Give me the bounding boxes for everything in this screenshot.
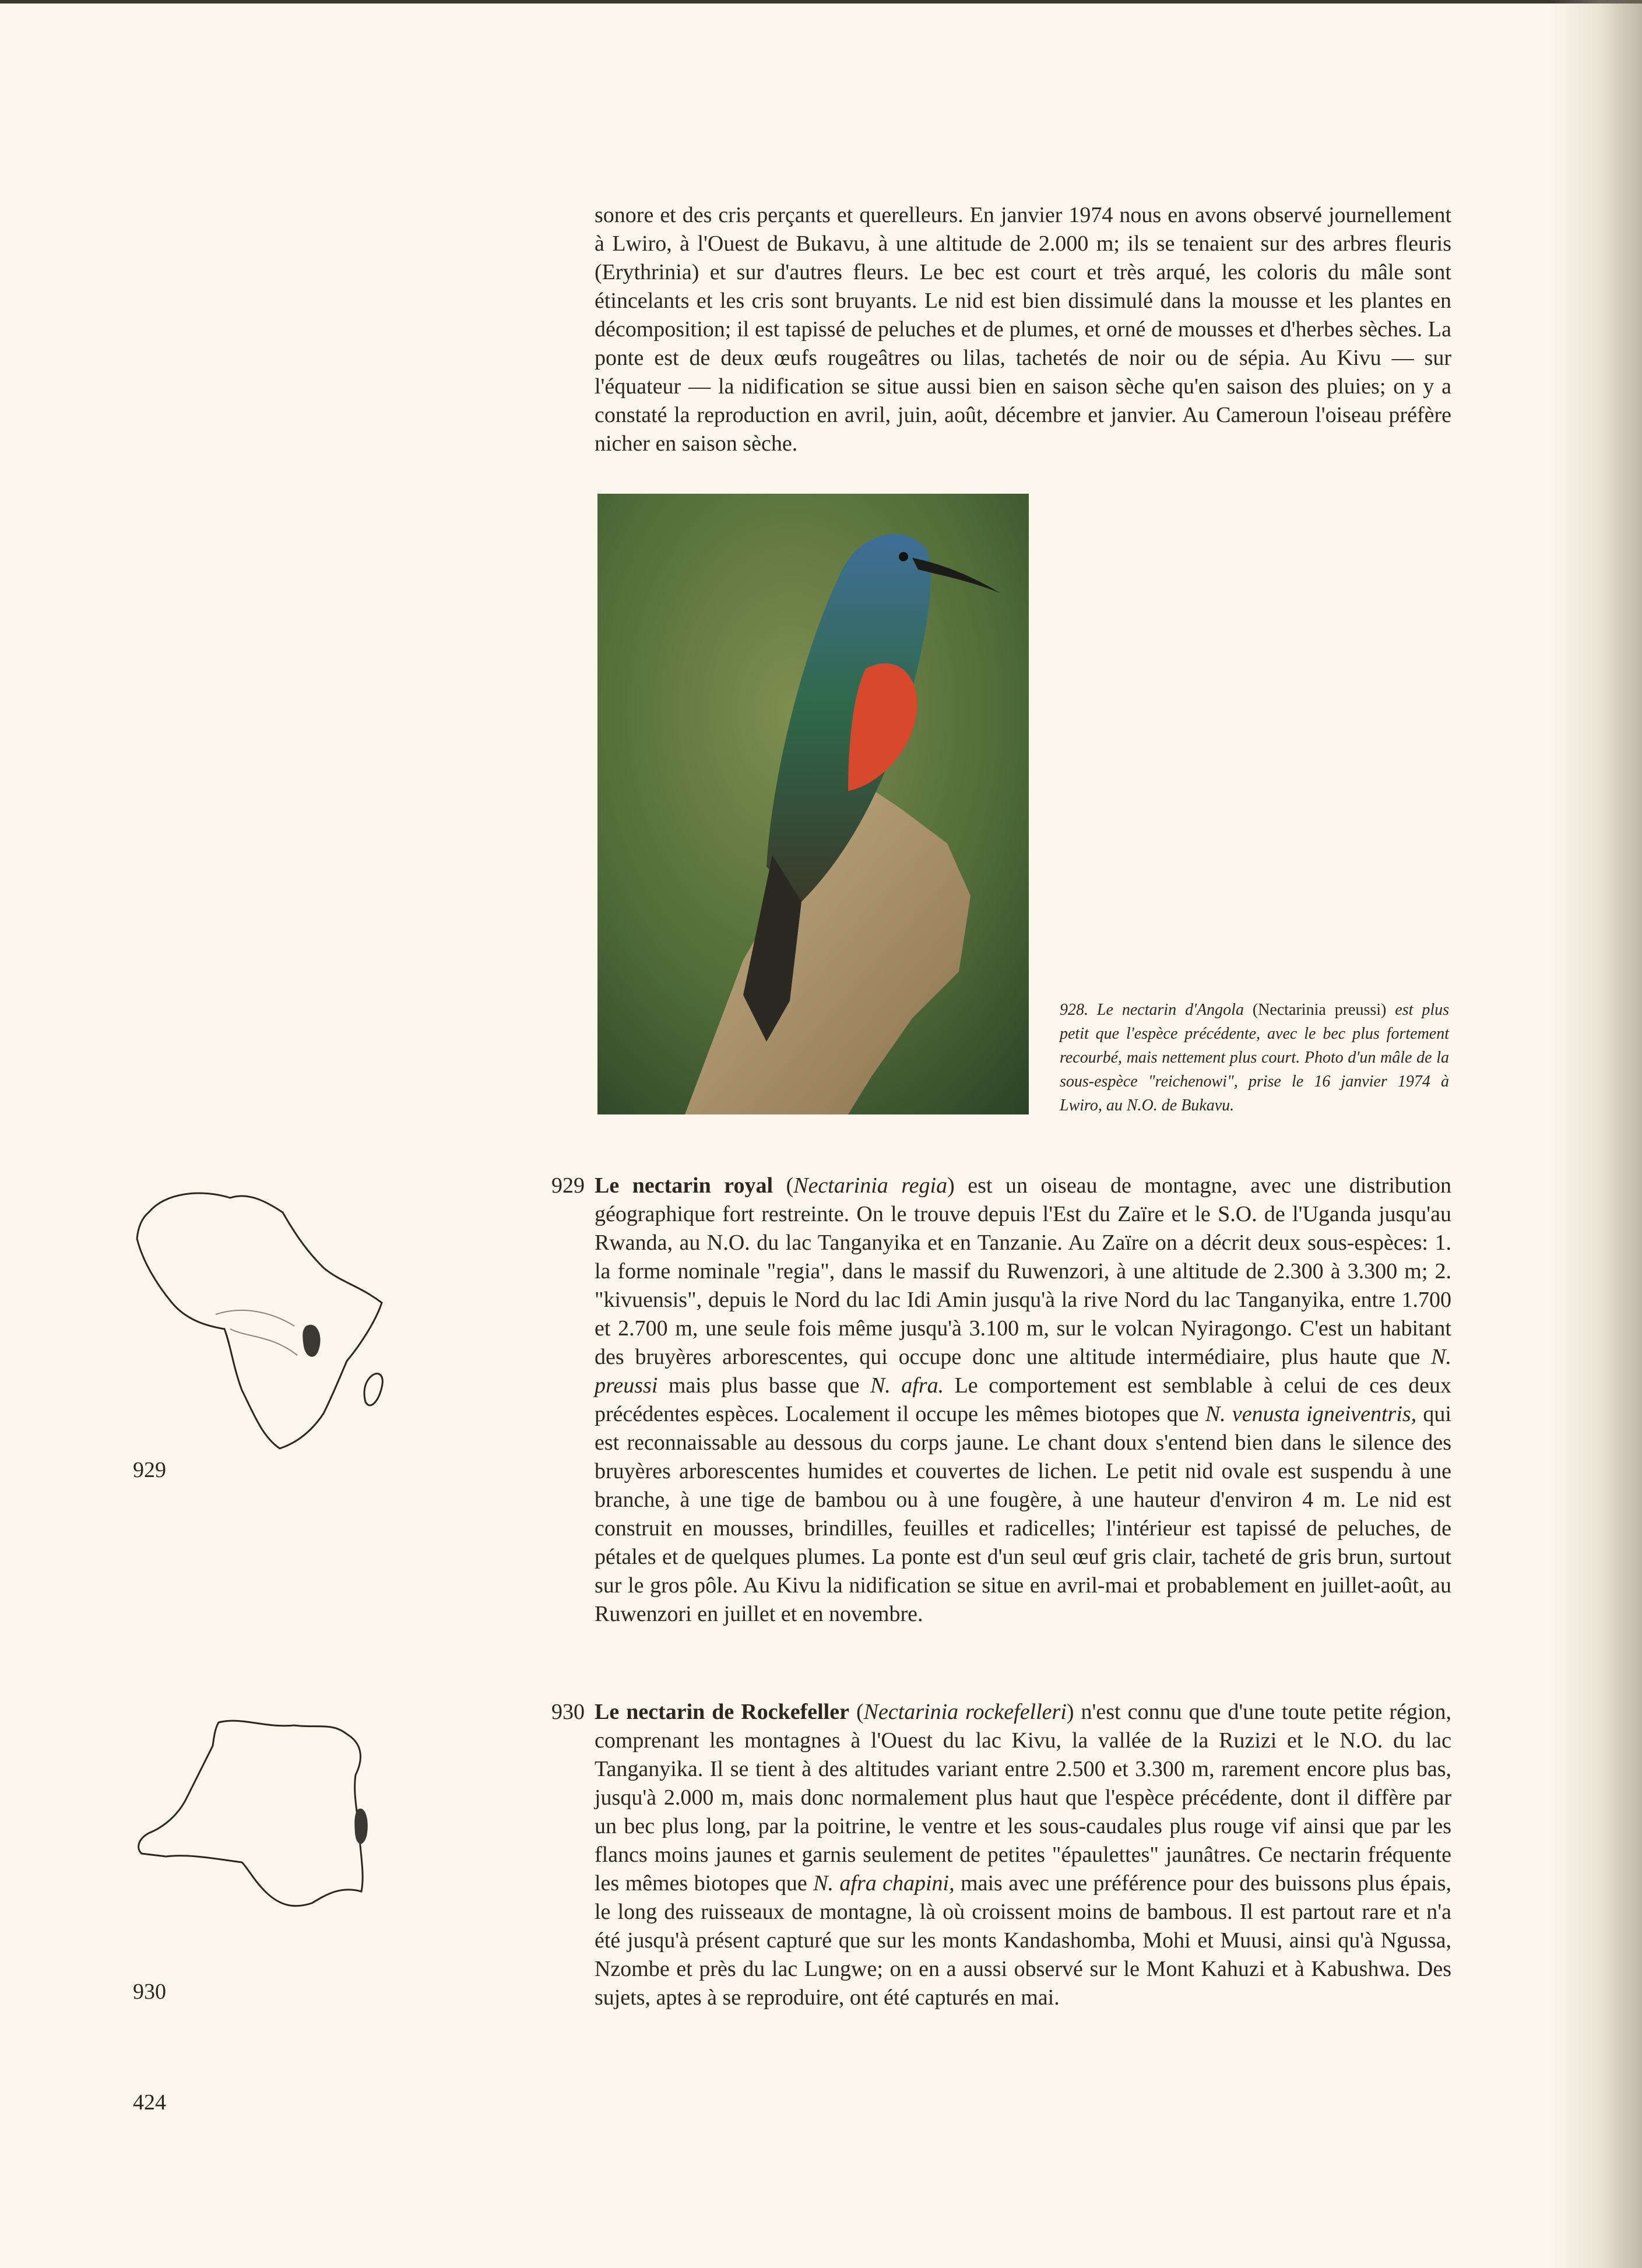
- text-run: N. preussi: [595, 1345, 1451, 1398]
- zaire-distribution-map: [131, 1717, 405, 1926]
- entry-number-929: 929: [551, 1173, 585, 1198]
- entry-930-paragraph: [595, 1698, 1451, 2012]
- map-label-930: 930: [133, 1979, 166, 2004]
- entry-929-text: [595, 1172, 1451, 1629]
- entry-930-text: [595, 1698, 1451, 2012]
- text-run: N. afra.: [870, 1373, 944, 1398]
- sunbird-photo: [597, 494, 1029, 1114]
- text-run: Nectarinia regia: [793, 1173, 948, 1198]
- intro-paragraph-text: [595, 201, 1451, 458]
- text-run: mais plus basse que: [657, 1373, 870, 1398]
- sunbird-illustration: [597, 494, 1029, 1114]
- intro-paragraph: [595, 201, 1451, 458]
- entry-929-paragraph: [595, 1172, 1451, 1629]
- page-top-edge: [0, 0, 1642, 3]
- text-run: Le nectarin royal: [595, 1173, 773, 1198]
- text-run: (: [773, 1173, 794, 1198]
- text-run: Le nectarin de Rockefeller: [595, 1700, 849, 1724]
- text-run: (Nectarinia preussi): [1252, 1001, 1387, 1019]
- text-run: ) n'est connu que d'une toute petite région, comprenant les montagnes à l'Ouest du lac Kivu, la vallée de la Ruzizi et le N.O. du lac Tanganyika. Il se tient à des altitudes variant entre 2.500 et 3.300 m, rarement encore plus bas, jusqu'à 2.000 m, mais donc normalement plus haut que l'espèce précédente, dont il diffère par un bec plus long, par la poitrine, le ventre et les sous-caudales plus rouge vif ainsi que par les flancs moins jaunes et garnis seulement de petites "épaulettes" jaunâtres. Ce nectarin fréquente les mêmes biotopes que: [595, 1700, 1451, 1896]
- text-run: est plus petit que l'espèce précédente, avec le bec plus fortement recourbé, mais nettement plus court. Photo d'un mâle de la sous-espèce "reichenowi", prise le 16 janvier 1974 à Lwiro, au N.O. de Bukavu.: [1060, 1001, 1449, 1114]
- map-label-929: 929: [133, 1458, 166, 1482]
- text-run: Le comportement est semblable à celui de ces deux précédentes espèces. Localement il occupe les mêmes biotopes que: [595, 1373, 1451, 1426]
- text-run: N. afra chapini,: [813, 1871, 955, 1896]
- text-run: sonore et des cris perçants et querelleurs. En janvier 1974 nous en avons observé journellement à Lwiro, à l'Ouest de Bukavu, à une altitude de 2.000 m; ils se tenaient sur des arbres fleuris (Erythrinia) et sur d'autres fleurs. Le bec est court et très arqué, les coloris du mâle sont étincelants et les cris sont bruyants. Le nid est bien dissimulé dans la mousse et les plantes en décomposition; il est tapissé de peluches et de plumes, et orné de mousses et d'herbes sèches. La ponte est de deux œufs rougeâtres ou lilas, tachetés de noir ou de sépia. Au Kivu — sur l'équateur — la nidification se situe aussi bien en saison sèche qu'en saison des pluies; on y a constaté la reproduction en avril, juin, août, décembre et janvier. Au Cameroun l'oiseau préfère nicher en saison sèche.: [595, 203, 1451, 456]
- caption-text: [1060, 1001, 1449, 1114]
- page-gutter-shadow: [1549, 0, 1642, 2268]
- page-number: 424: [133, 2090, 166, 2115]
- africa-distribution-map: [131, 1180, 405, 1454]
- text-run: 928. Le nectarin d'Angola: [1060, 1001, 1253, 1019]
- photo-caption: [1060, 998, 1449, 1117]
- text-run: qui est reconnaissable au dessous du corps jaune. Le chant doux s'entend bien dans le silence des bruyères arborescentes humides et couvertes de lichen. Le petit nid ovale est suspendu à une branche, à une tige de bambou ou à une fougère, à une hauteur d'environ 4 m. Le nid est construit en mousses, brindilles, feuilles et radicelles; l'intérieur est tapissé de peluches, de pétales et de quelques plumes. La ponte est d'un seul œuf gris clair, tacheté de gris brun, surtout sur le gros pôle. Au Kivu la nidification se situe en avril-mai et probablement en juillet-août, au Ruwenzori en juillet et en novembre.: [595, 1402, 1451, 1626]
- text-run: N. venusta igneiventris,: [1205, 1402, 1417, 1426]
- text-run: mais avec une préférence pour des buissons plus épais, le long des ruisseaux de montagne, là où croissent moins de bambous. Il est partout rare et n'a été jusqu'à présent capturé que sur les monts Kandashomba, Mohi et Muusi, ainsi qu'à Ngussa, Nzombe et près du lac Lungwe; on en a aussi observé sur le Mont Kahuzi et à Kabushwa. Des sujets, aptes à se reproduire, ont été capturés en mai.: [595, 1871, 1451, 2010]
- text-run: ) est un oiseau de montagne, avec une distribution géographique fort restreinte. On le trouve depuis l'Est du Zaïre et le S.O. de l'Uganda jusqu'au Rwanda, au N.O. du lac Tanganyika et en Tanzanie. Au Zaïre on a décrit deux sous-espèces: 1. la forme nominale "regia", dans le massif du Ruwenzori, à une altitude de 2.300 à 3.300 m; 2. "kivuensis", depuis le Nord du lac Idi Amin jusqu'à la rive Nord du lac Tanganyika, entre 1.700 et 2.700 m, une seule fois même jusqu'à 3.100 m, sur le volcan Nyiragongo. C'est un habitant des bruyères arborescentes, qui occupe donc une altitude intermédiaire, plus haute que: [595, 1173, 1452, 1369]
- text-run: (: [849, 1700, 864, 1724]
- text-run: Nectarinia rockefelleri: [863, 1700, 1067, 1724]
- entry-number-930: 930: [551, 1700, 585, 1724]
